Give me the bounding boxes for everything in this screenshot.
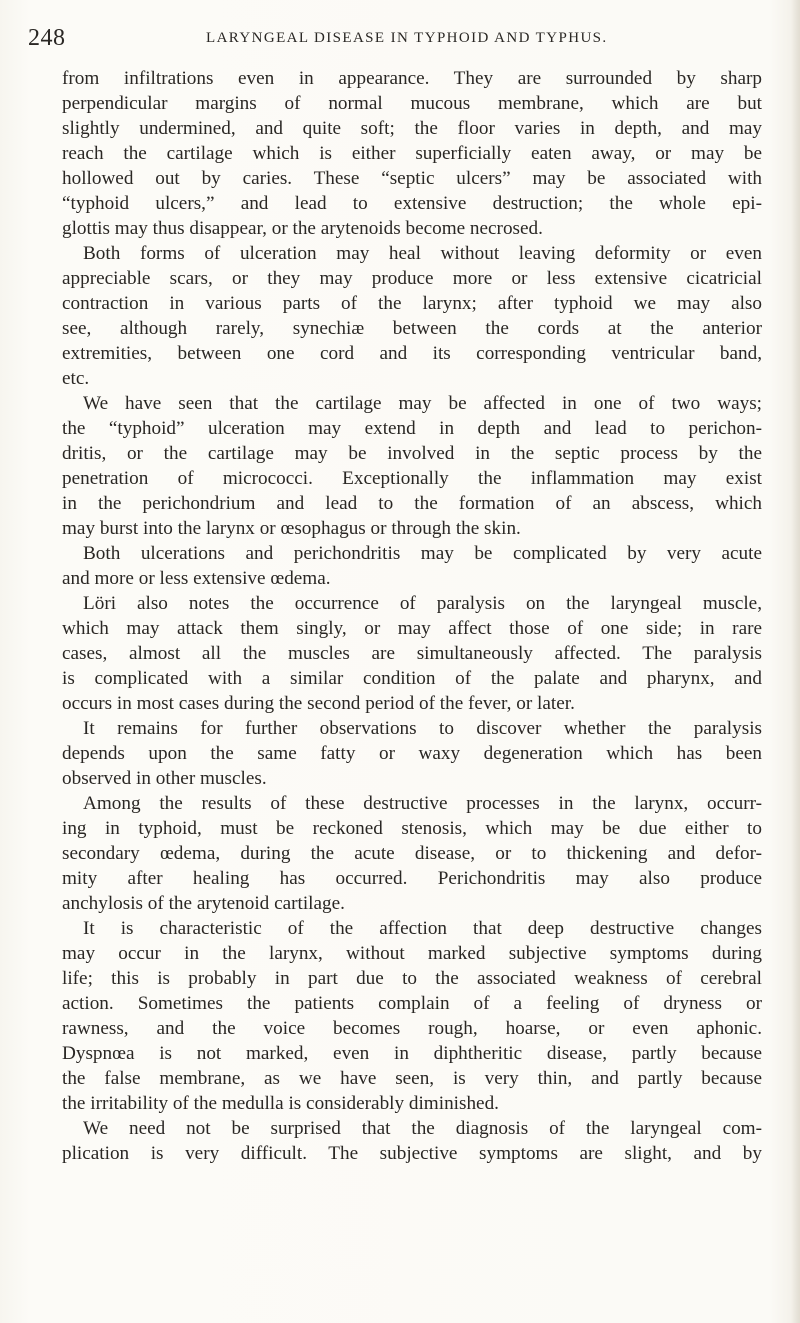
text-line: reach the cartilage which is either superficially eaten away, or may be [62, 143, 762, 164]
text-line: appreciable scars, or they may produce more or less extensive cicatricial [62, 268, 762, 289]
text-line: etc. [62, 368, 90, 389]
text-line: the irritability of the medulla is considerably diminished. [62, 1093, 499, 1114]
text-line: glottis may thus disappear, or the arytenoids become necrosed. [62, 218, 543, 239]
text-line: secondary œdema, during the acute disease, or to thickening and defor- [62, 843, 762, 864]
body-text [62, 66, 762, 1166]
text-line: Dyspnœa is not marked, even in diphtheritic disease, partly because [62, 1043, 762, 1064]
text-line: the false membrane, as we have seen, is very thin, and partly because [62, 1068, 762, 1089]
text-line: Both forms of ulceration may heal without leaving deformity or even [83, 243, 762, 264]
text-line: in the perichondrium and lead to the formation of an abscess, which [62, 493, 762, 514]
text-line: plication is very difficult. The subjective symptoms are slight, and by [62, 1143, 762, 1164]
page-number: 248 [28, 25, 66, 51]
text-line: may burst into the larynx or œsophagus or through the skin. [62, 518, 521, 539]
text-line: cases, almost all the muscles are simultaneously affected. The paralysis [62, 643, 762, 664]
text-line: the “typhoid” ulceration may extend in depth and lead to perichon- [62, 418, 762, 439]
text-line: anchylosis of the arytenoid cartilage. [62, 893, 345, 914]
text-line: rawness, and the voice becomes rough, hoarse, or even aphonic. [62, 1018, 762, 1039]
text-line: Löri also notes the occurrence of paralysis on the laryngeal muscle, [83, 593, 762, 614]
text-line: is complicated with a similar condition of the palate and pharynx, and [62, 668, 762, 689]
text-line: action. Sometimes the patients complain of a feeling of dryness or [62, 993, 762, 1014]
text-line: observed in other muscles. [62, 768, 267, 789]
text-line: contraction in various parts of the larynx; after typhoid we may also [62, 293, 762, 314]
text-line: ing in typhoid, must be reckoned stenosis, which may be due either to [62, 818, 762, 839]
text-line: penetration of micrococci. Exceptionally the inflammation may exist [62, 468, 762, 489]
text-line: Both ulcerations and perichondritis may be complicated by very acute [83, 543, 762, 564]
page-edge-shadow [791, 0, 800, 1323]
text-line: Among the results of these destructive processes in the larynx, occurr- [83, 793, 762, 814]
text-line: It remains for further observations to discover whether the paralysis [83, 718, 762, 739]
text-line: hollowed out by caries. These “septic ulcers” may be associated with [62, 168, 762, 189]
running-head [28, 23, 768, 53]
text-line: and more or less extensive œdema. [62, 568, 331, 589]
text-line: life; this is probably in part due to the associated weakness of cerebral [62, 968, 762, 989]
text-line: dritis, or the cartilage may be involved in the septic process by the [62, 443, 762, 464]
text-line: which may attack them singly, or may affect those of one side; in rare [62, 618, 762, 639]
text-line: We have seen that the cartilage may be affected in one of two ways; [83, 393, 762, 414]
text-line: “typhoid ulcers,” and lead to extensive destruction; the whole epi- [62, 193, 762, 214]
text-line: see, although rarely, synechiæ between the cords at the anterior [62, 318, 762, 339]
text-line: depends upon the same fatty or waxy degeneration which has been [62, 743, 762, 764]
running-head-title: LARYNGEAL DISEASE IN TYPHOID AND TYPHUS. [206, 30, 608, 46]
text-line: occurs in most cases during the second period of the fever, or later. [62, 693, 575, 714]
text-line: extremities, between one cord and its corresponding ventricular band, [62, 343, 762, 364]
text-line: mity after healing has occurred. Perichondritis may also produce [62, 868, 762, 889]
text-line: perpendicular margins of normal mucous membrane, which are but [62, 93, 762, 114]
text-line: It is characteristic of the affection that deep destructive changes [83, 918, 762, 939]
text-line: may occur in the larynx, without marked subjective symptoms during [62, 943, 762, 964]
text-line: We need not be surprised that the diagnosis of the laryngeal com- [83, 1118, 762, 1139]
text-line: from infiltrations even in appearance. They are surrounded by sharp [62, 68, 762, 89]
text-line: slightly undermined, and quite soft; the floor varies in depth, and may [62, 118, 762, 139]
